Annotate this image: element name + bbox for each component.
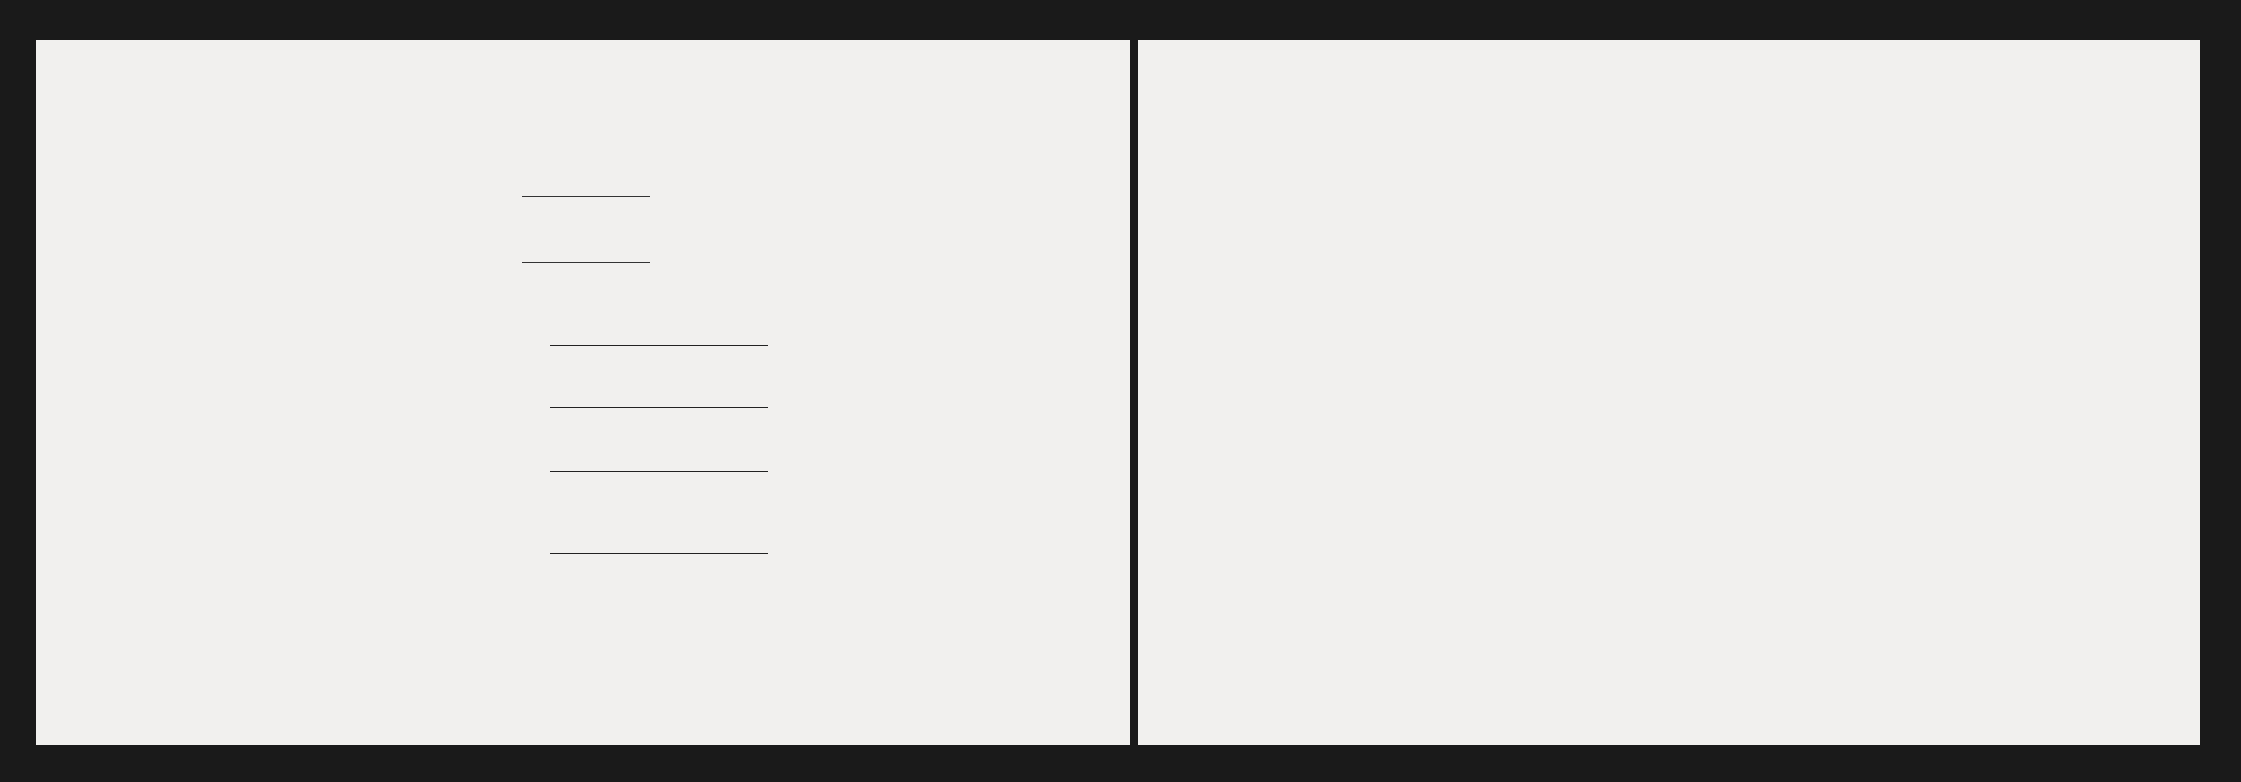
leader-line xyxy=(550,345,768,346)
direction xyxy=(748,662,753,684)
left-page xyxy=(36,40,1130,745)
leader-line xyxy=(550,407,768,408)
leader-line xyxy=(550,471,768,472)
programme-work xyxy=(36,374,1130,418)
programme-work xyxy=(36,438,1130,482)
programme-work xyxy=(36,312,1130,356)
programme-work xyxy=(36,520,1130,564)
soloists xyxy=(150,662,155,684)
leader-line xyxy=(550,553,768,554)
date-rule xyxy=(522,262,650,263)
right-page xyxy=(1138,40,2200,745)
title-rule xyxy=(522,196,650,197)
